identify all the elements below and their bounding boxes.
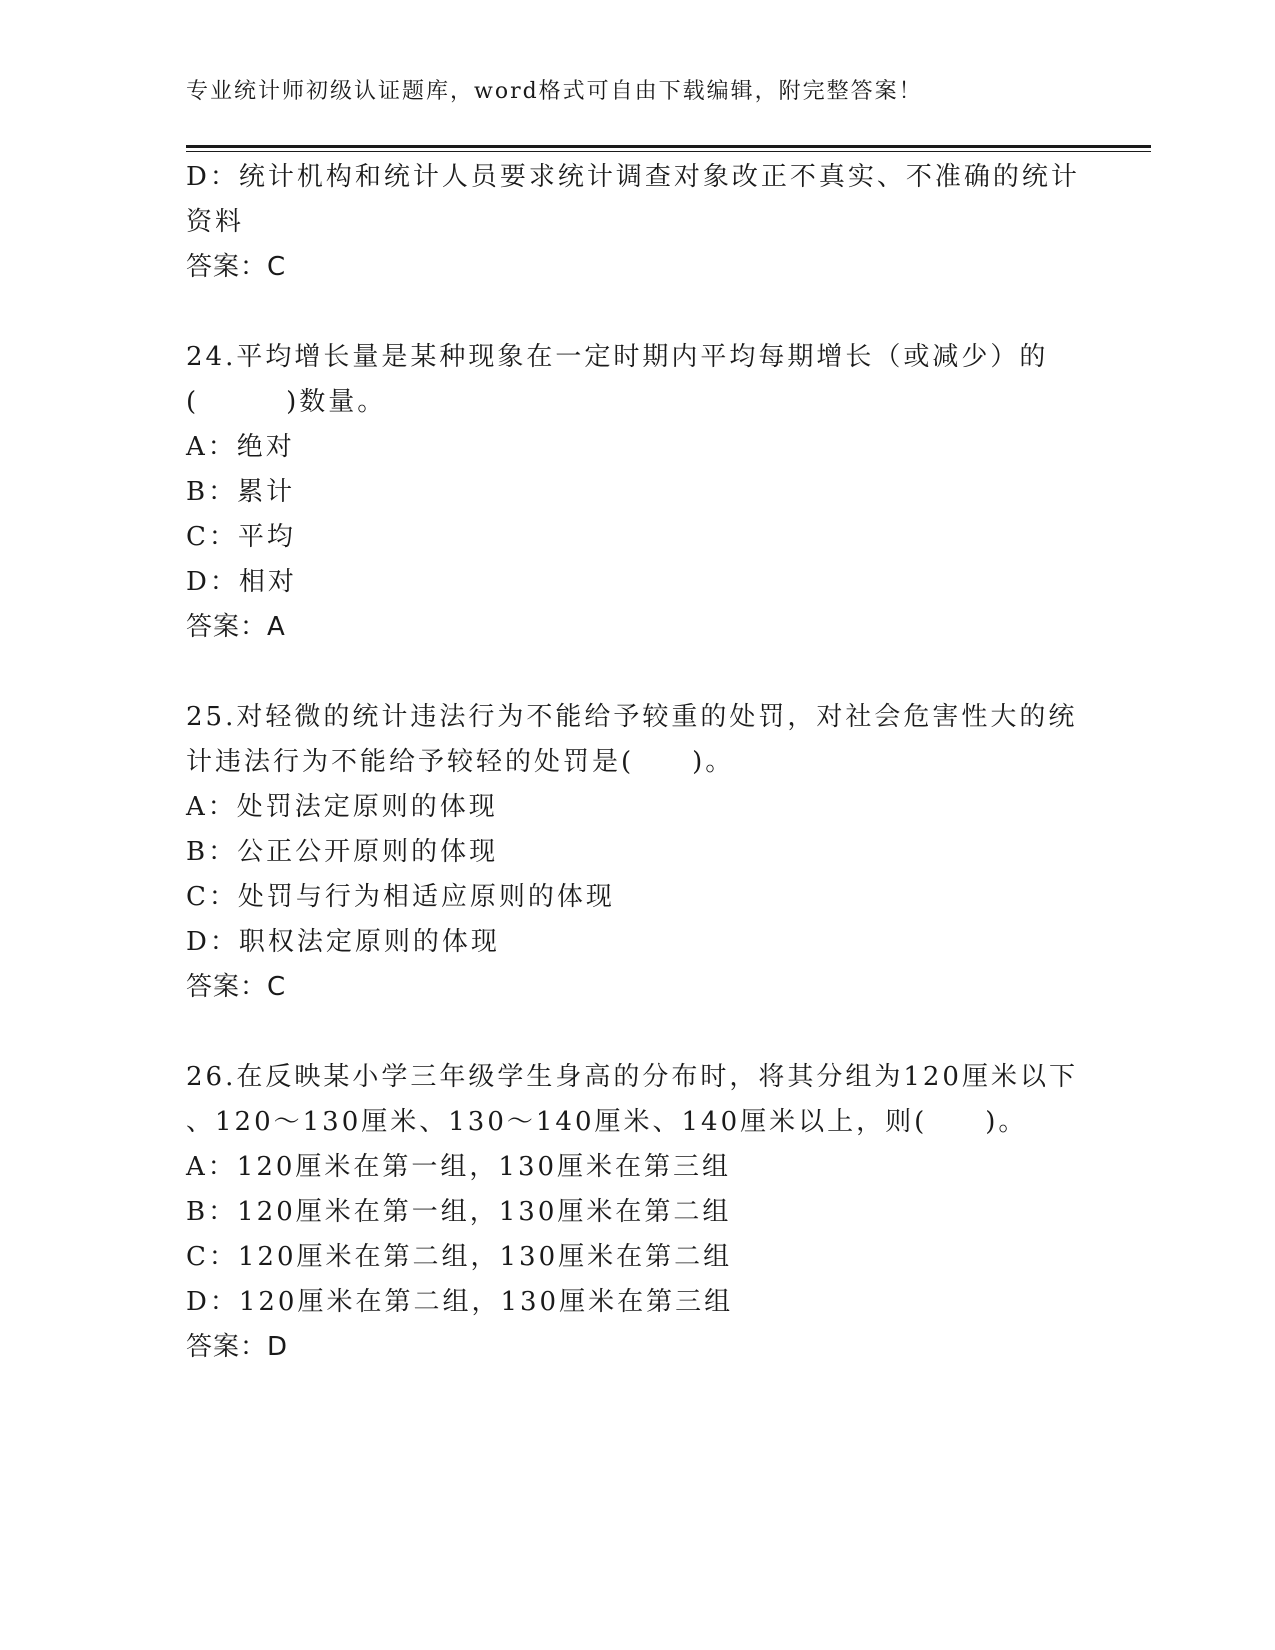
option-d: D：120厘米在第二组，130厘米在第三组 [186, 1287, 734, 1317]
page-header: 专业统计师初级认证题库，word格式可自由下载编辑，附完整答案！ [186, 79, 923, 104]
option-a: A：绝对 [186, 432, 295, 462]
question-stem: 26.在反映某小学三年级学生身高的分布时，将其分组为120厘米以下 [186, 1062, 1078, 1092]
option-c: C：平均 [186, 522, 296, 552]
question-stem-continued: 计违法行为不能给予较轻的处罚是( )。 [186, 747, 735, 777]
option-c: C：120厘米在第二组，130厘米在第二组 [186, 1242, 733, 1272]
prev-question-tail [186, 155, 1086, 290]
question-stem: 24.平均增长量是某种现象在一定时期内平均每期增长（或减少）的 [186, 342, 1049, 372]
answer-label: 答案：D [186, 1332, 289, 1362]
option-a: A：处罚法定原则的体现 [186, 792, 498, 822]
option-d: D：职权法定原则的体现 [186, 927, 500, 957]
question-26 [186, 1055, 1086, 1370]
answer-label: 答案：A [186, 612, 286, 642]
answer-label: 答案：C [186, 252, 287, 282]
option-a: A：120厘米在第一组，130厘米在第三组 [186, 1152, 732, 1182]
option-b: B：累计 [186, 477, 296, 507]
question-stem: 25.对轻微的统计违法行为不能给予较重的处罚，对社会危害性大的统 [186, 702, 1078, 732]
option-b: B：120厘米在第一组，130厘米在第二组 [186, 1197, 732, 1227]
option-c: C：处罚与行为相适应原则的体现 [186, 882, 615, 912]
option-d: D：统计机构和统计人员要求统计调查对象改正不真实、不准确的统计 [186, 162, 1080, 192]
option-b: B：公正公开原则的体现 [186, 837, 499, 867]
question-stem-continued: ( )数量。 [186, 387, 387, 417]
question-24 [186, 335, 1086, 650]
question-content [186, 155, 1086, 1370]
header-rule-thin [186, 151, 1151, 152]
spacer [186, 1010, 1086, 1055]
header-rule-thick [186, 145, 1151, 148]
spacer [186, 290, 1086, 335]
option-d: D：相对 [186, 567, 297, 597]
question-stem-continued: 、120～130厘米、130～140厘米、140厘米以上，则( )。 [186, 1107, 1028, 1137]
question-25 [186, 695, 1086, 1010]
answer-label: 答案：C [186, 972, 287, 1002]
option-d-continued: 资料 [186, 207, 245, 237]
spacer [186, 650, 1086, 695]
